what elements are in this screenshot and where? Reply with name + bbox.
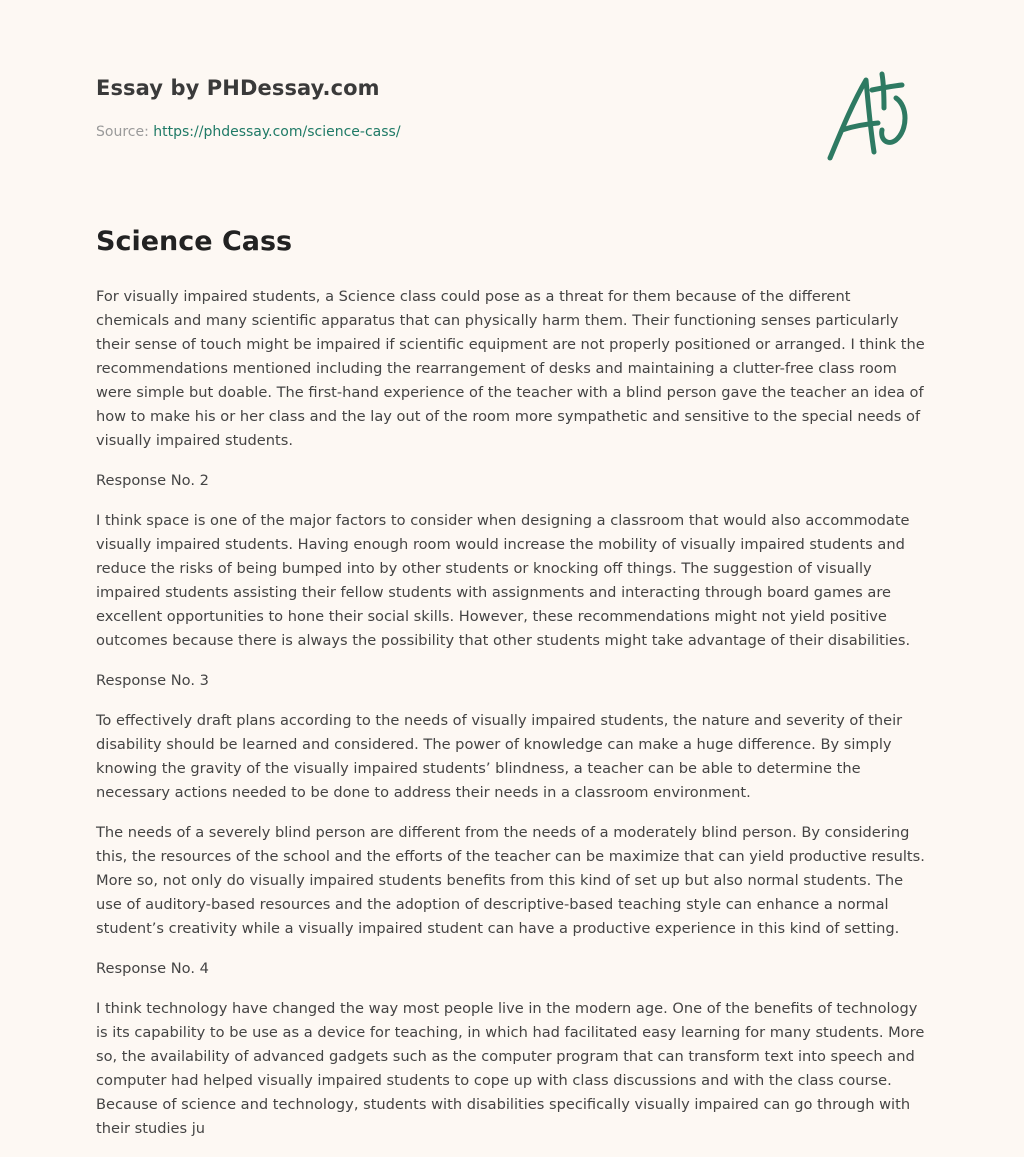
section-heading-response-4: Response No. 4 [96, 960, 209, 977]
source-label: Source: [96, 124, 149, 140]
essay-body [96, 285, 928, 1157]
source-line [96, 124, 401, 140]
section-heading-response-3: Response No. 3 [96, 672, 209, 689]
paragraph: To effectively draft plans according to the needs of visually impaired students, the nature and severity of their disability should be learned and considered. The power of knowledge can make a huge difference. By simply knowing the gravity of the visually impaired students’ blindness, a teacher can be able to determine the necessary actions needed to be done to address their needs in a classroom environment. [96, 712, 903, 801]
essay-title: Science Cass [96, 226, 293, 257]
paragraph: For visually impaired students, a Science class could pose as a threat for them because of the different chemicals and many scientific apparatus that can physically harm them. Their functioning senses particularly their sense of touch might be impaired if scientific equipment are not properly positioned or arranged. I think the recommendations mentioned including the rearrangement of desks and maintaining a clutter-free class room were simple but doable. The first-hand experience of the teacher with a blind person gave the teacher an idea of how to make his or her class and the lay out of the room more sympathetic and sensitive to the special needs of visually impaired students. [96, 288, 925, 449]
paragraph: I think technology have changed the way most people live in the modern age. One of the benefits of technology is its capability to be use as a device for teaching, in which had facilitated easy learning for many students. More so, the availability of advanced gadgets such as the computer program that can transform text into speech and computer had helped visually impaired students to cope up with class discussions and with the class course. Because of science and technology, students with disabilities specifically visually impaired can go through with their studies ju [96, 1000, 925, 1137]
paragraph: I think space is one of the major factors to consider when designing a classroom that would also accommodate visually impaired students. Having enough room would increase the mobility of visually impaired students and reduce the risks of being bumped into by other students or knocking off things. The suggestion of visually impaired students assisting their fellow students with assignments and interacting through board games are excellent opportunities to hone their social skills. However, these recommendations might not yield positive outcomes because there is always the possibility that other students might take advantage of their disabilities. [96, 512, 911, 649]
a-plus-logo-icon [824, 68, 924, 164]
site-title: Essay by PHDessay.com [96, 76, 380, 100]
section-heading-response-2: Response No. 2 [96, 472, 209, 489]
paragraph: The needs of a severely blind person are different from the needs of a moderately blind person. By considering this, the resources of the school and the efforts of the teacher can be maximize that can yield productive results. More so, not only do visually impaired students benefits from this kind of set up but also normal students. The use of auditory-based resources and the adoption of descriptive-based teaching style can enhance a normal student’s creativity while a visually impaired student can have a productive experience in this kind of setting. [96, 824, 925, 937]
source-link[interactable]: https://phdessay.com/science-cass/ [153, 124, 401, 140]
